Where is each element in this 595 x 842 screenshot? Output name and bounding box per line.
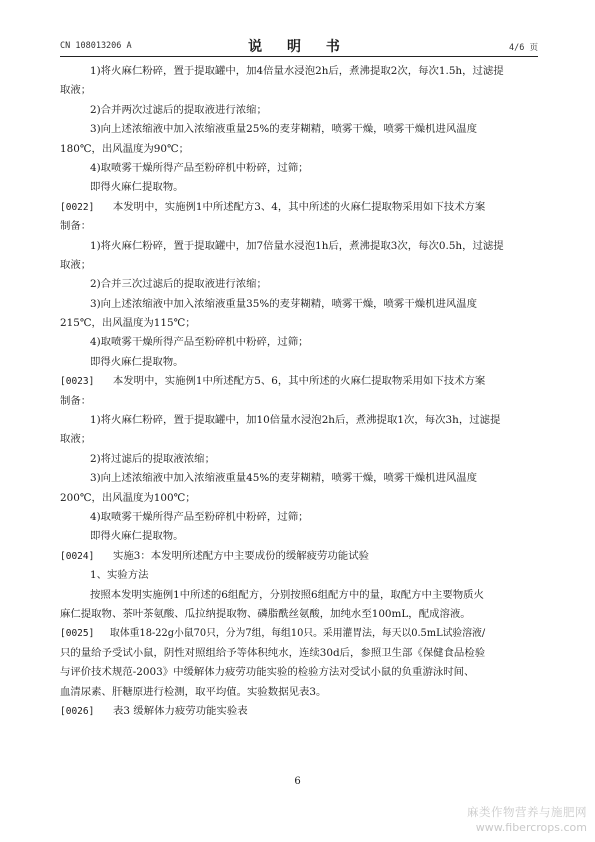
watermark-url: www.fibercrops.com: [475, 821, 587, 834]
paragraph-line: [60, 314, 538, 333]
paragraph-number: [0025]: [60, 628, 95, 640]
line-text: 制备：: [60, 394, 92, 407]
paragraph-line: [60, 489, 538, 508]
document-title: 说 明 书: [248, 39, 350, 55]
paragraph-line: [60, 295, 538, 314]
line-text: 4)取喷雾干燥所得产品至粉碎机中粉碎，过筛；: [90, 510, 309, 523]
line-text: 200℃，出风温度为100℃；: [60, 491, 196, 504]
paragraph-number: [0026]: [60, 705, 95, 717]
paragraph-line: [60, 392, 538, 411]
watermark-site-name: 麻类作物营养与施肥网: [467, 805, 587, 819]
page-count: 4/6 页: [509, 43, 538, 53]
line-text: 麻仁提取物、茶叶茶氨酸、瓜拉纳提取物、磷脂酰丝氨酸，加纯水至100mL，配成溶液。: [60, 607, 471, 620]
paragraph-line: [60, 411, 538, 430]
paragraph-line: [60, 663, 538, 682]
line-text: 3)向上述浓缩液中加入浓缩液重量25%的麦芽糊精，喷雾干燥，喷雾干燥机进风温度: [90, 123, 478, 136]
paragraph-line-with-tag: [60, 624, 538, 643]
paragraph-line: [60, 120, 538, 139]
paragraph-number: [0023]: [60, 376, 95, 388]
paragraph-line: [60, 430, 538, 449]
line-text: 取液；: [60, 84, 92, 97]
line-text: 215℃，出风温度为115℃；: [60, 317, 196, 330]
paragraph-line-with-tag: [60, 372, 538, 391]
line-text: 2)将过滤后的提取液浓缩；: [90, 452, 215, 465]
line-text: 180℃，出风温度为90℃；: [60, 142, 190, 155]
line-text: 实施3：本发明所述配方中主要成份的缓解疲劳功能试验: [113, 549, 369, 562]
paragraph-line: [60, 159, 538, 178]
paragraph-line: [60, 101, 538, 120]
line-text: 即得火麻仁提取物。: [90, 355, 184, 368]
line-text: 4)取喷雾干燥所得产品至粉碎机中粉碎，过筛；: [90, 336, 309, 349]
line-text: 血清尿素、肝糖原进行检测，取平均值。实验数据见表3。: [60, 685, 327, 698]
line-text: 取液；: [60, 258, 92, 271]
paragraph-line: [60, 256, 538, 275]
line-text: 即得火麻仁提取物。: [90, 181, 184, 194]
line-text: 本发明中，实施例1中所述配方3、4，其中所述的火麻仁提取物采用如下技术方案: [112, 200, 486, 213]
page-header: [60, 36, 538, 56]
paragraph-line: [60, 586, 538, 605]
line-text: 2)合并三次过滤后的提取液进行浓缩；: [90, 278, 267, 291]
line-text: 1)将火麻仁粉碎，置于提取罐中，加4倍量水浸泡2h后，煮沸提取2次，每次1.5h，过滤提: [90, 65, 504, 77]
paragraph-line: [60, 81, 538, 100]
line-text: 即得火麻仁提取物。: [90, 530, 184, 543]
line-text: 3)向上述浓缩液中加入浓缩液重量35%的麦芽糊精，喷雾干燥，喷雾干燥机进风温度: [90, 297, 478, 310]
line-text: 取液；: [60, 433, 92, 446]
page-number: 6: [294, 776, 301, 787]
paragraph-line: [60, 237, 538, 256]
line-text: 与评价技术规范-2003》中缓解体力疲劳功能实验的检验方法对受试小鼠的负重游泳时间、: [60, 666, 475, 679]
document-number: CN 108013206 A: [60, 41, 132, 51]
paragraph-line: [60, 178, 538, 197]
header-rule: [60, 56, 538, 57]
line-text: 1)将火麻仁粉碎，置于提取罐中，加10倍量水浸泡2h后，煮沸提取1次，每次3h，过滤提: [90, 414, 501, 427]
line-text: 本发明中，实施例1中所述配方5、6，其中所述的火麻仁提取物采用如下技术方案: [112, 375, 486, 388]
paragraph-line: [60, 353, 538, 372]
line-text: 制备：: [60, 220, 92, 233]
paragraph-line: [60, 62, 538, 81]
line-text: 取体重18-22g小鼠70只，分为7组，每组10只。采用灌胃法，每天以0.5mL试验溶液/: [110, 627, 486, 640]
paragraph-line: [60, 527, 538, 546]
paragraph-number: [0022]: [60, 201, 95, 213]
paragraph-line: [60, 450, 538, 469]
line-text: 只的量给予受试小鼠，阴性对照组给予等体积纯水，连续30d后，参照卫生部《保健食品检验: [60, 646, 486, 659]
line-text: 1、实验方法: [90, 569, 149, 582]
paragraph-line: [60, 683, 538, 702]
paragraph-line: [60, 605, 538, 624]
paragraph-line: [60, 333, 538, 352]
document-body: [60, 62, 538, 721]
watermark: [467, 805, 587, 835]
line-text: 1)将火麻仁粉碎，置于提取罐中，加7倍量水浸泡1h后，煮沸提取3次，每次0.5h，过滤提: [90, 239, 504, 252]
paragraph-line-with-tag: [60, 198, 538, 217]
paragraph-line: [60, 140, 538, 159]
paragraph-line: [60, 275, 538, 294]
line-text: 表3 缓解体力疲劳功能实验表: [113, 704, 248, 717]
line-text: 按照本发明实施例1中所述的6组配方，分别按照6组配方中的量，取配方中主要物质火: [90, 588, 484, 601]
paragraph-number: [0024]: [60, 550, 95, 562]
paragraph-line: [60, 566, 538, 585]
paragraph-line-with-tag: [60, 702, 538, 721]
paragraph-line: [60, 469, 538, 488]
paragraph-line: [60, 508, 538, 527]
paragraph-line: [60, 217, 538, 236]
paragraph-line-with-tag: [60, 547, 538, 566]
line-text: 2)合并两次过滤后的提取液进行浓缩；: [90, 103, 267, 116]
line-text: 3)向上述浓缩液中加入浓缩液重量45%的麦芽糊精，喷雾干燥，喷雾干燥机进风温度: [90, 472, 478, 485]
paragraph-line: [60, 644, 538, 663]
line-text: 4)取喷雾干燥所得产品至粉碎机中粉碎，过筛；: [90, 161, 309, 174]
